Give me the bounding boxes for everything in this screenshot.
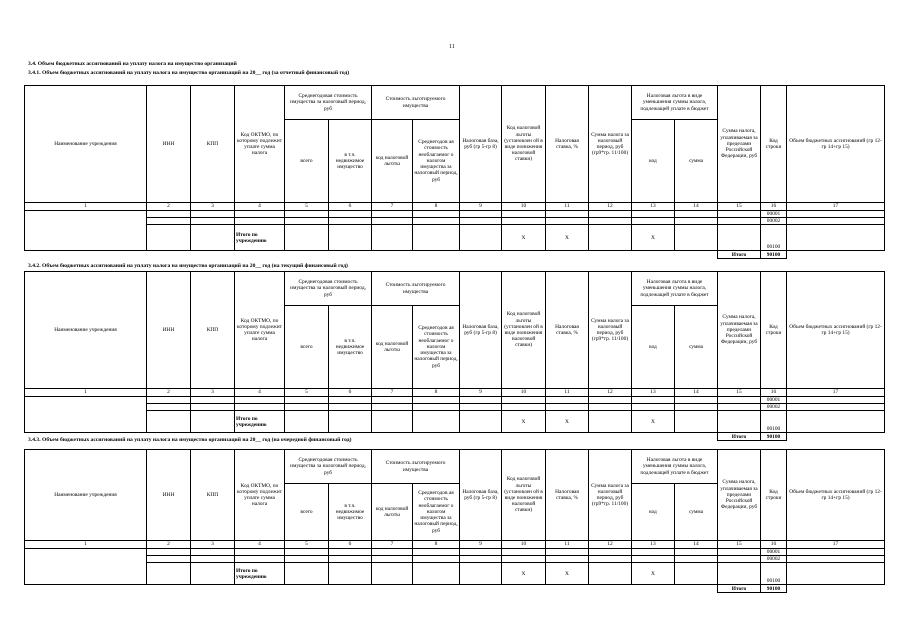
x-mark: X [502,411,546,433]
col-header-red-code: код [632,120,675,203]
data-cell[interactable] [718,563,761,585]
section-title-3: 3.4.3. Объем бюджетных ассигнований на уплату налога на имущество организаций на 20__ год (на очередной финансовый год) [28,437,352,443]
data-cell[interactable] [718,211,761,218]
col-header-avg-value: Среднегодовая стоимость имущества за налоговый период, руб [285,450,372,484]
data-cell[interactable] [632,397,675,404]
data-cell[interactable] [502,218,546,225]
col-header-volume: Объем бюджетных ассигнований (гр 12-гр 14+гр 15) [787,272,885,389]
col-header-oktmo: Код ОКТМО, по которому подлежит уплате сумма налога [235,86,285,203]
x-mark: X [546,225,589,251]
total-code: 00100 [761,563,787,585]
data-cell[interactable] [285,549,329,556]
col-header-name: Наименование учреждения [25,272,147,389]
column-number: 14 [675,389,718,397]
column-number: 8 [413,541,460,549]
data-cell[interactable] [675,397,718,404]
x-mark: X [632,563,675,585]
column-number: 11 [546,541,589,549]
grand-total-label: Итого [718,433,761,441]
column-number: 17 [787,389,885,397]
data-cell[interactable] [502,556,546,563]
data-cell[interactable] [787,397,885,404]
col-header-kpp: КПП [191,450,235,541]
col-header-avg-real: в т.ч. недвижимое имущество [329,484,372,541]
data-cell[interactable] [285,218,329,225]
grand-total-row [25,585,885,593]
x-mark: X [546,563,589,585]
col-header-oktmo: Код ОКТМО, по которому подлежит уплате сумма налога [235,450,285,541]
data-cell[interactable] [718,218,761,225]
data-cell[interactable] [718,397,761,404]
data-cell[interactable] [589,411,632,433]
col-header-red-sum: сумма [675,484,718,541]
data-cell[interactable] [191,556,235,563]
x-mark: X [502,563,546,585]
grand-total-row [25,251,885,259]
page-number: 11 [449,44,455,50]
data-cell[interactable] [589,549,632,556]
column-number: 3 [191,541,235,549]
data-cell[interactable] [285,404,329,411]
col-header-benefit-tax-code: Код налоговой льготы (установлен ой в виде понижения налоговой ставки) [502,272,546,389]
data-cell[interactable] [546,211,589,218]
row-code: 00001 [761,397,787,404]
data-cell[interactable] [718,225,761,251]
data-cell[interactable] [191,549,235,556]
column-number: 16 [761,389,787,397]
col-header-benefit-value: Стоимость льготируемого имущества [372,272,460,306]
data-cell[interactable] [675,225,718,251]
col-header-oktmo: Код ОКТМО, по которому подлежит уплате сумма налога [235,272,285,389]
total-label: Итого по учреждению [235,563,285,585]
total-label: Итого по учреждению [235,411,285,433]
row-code: 00001 [761,549,787,556]
data-cell[interactable] [718,411,761,433]
data-cell[interactable] [675,211,718,218]
table-row [25,218,885,225]
col-header-avg-value: Среднегодовая стоимость имущества за налоговый период, руб [285,272,372,306]
column-number: 10 [502,541,546,549]
column-number: 6 [329,541,372,549]
grand-total-label: Итого [718,585,761,593]
col-header-red-code: код [632,484,675,541]
data-cell[interactable] [235,549,285,556]
data-cell[interactable] [191,225,235,251]
column-number: 15 [718,389,761,397]
total-label: Итого по учреждению [235,225,285,251]
data-cell[interactable] [787,549,885,556]
column-number-row [25,389,885,397]
col-header-tax-sum: Сумма налога за налоговый период, руб (гр9*гр. 11/100) [589,450,632,541]
col-header-avg-total: всего [285,120,329,203]
data-cell[interactable] [502,404,546,411]
col-header-benefit-avg: Среднегодов ая стоимость необлагаемог о налогом имущества за налоговый период, руб [413,120,460,203]
column-number: 12 [589,541,632,549]
data-cell[interactable] [372,218,413,225]
total-code: 00100 [761,411,787,433]
col-header-row-code: Код строки [761,450,787,541]
data-cell[interactable] [191,397,235,404]
data-cell[interactable] [372,397,413,404]
data-cell[interactable] [191,218,235,225]
data-cell[interactable] [147,218,191,225]
column-number-row [25,541,885,549]
data-cell[interactable] [235,404,285,411]
data-cell[interactable] [632,556,675,563]
col-header-row-code: Код строки [761,86,787,203]
column-number: 13 [632,541,675,549]
col-header-benefit-code: код налоговой льготы [372,484,413,541]
col-header-tax-sum: Сумма налога за налоговый период, руб (гр9*гр. 11/100) [589,272,632,389]
col-header-benefit-avg: Среднегодов ая стоимость необлагаемог о налогом имущества за налоговый период, руб [413,306,460,389]
data-cell[interactable] [675,556,718,563]
data-cell[interactable] [589,404,632,411]
grand-total-code: 90100 [761,251,787,259]
data-cell[interactable] [329,556,372,563]
data-cell[interactable] [632,211,675,218]
column-number: 9 [460,389,502,397]
column-number: 1 [25,541,147,549]
column-number: 11 [546,389,589,397]
column-number: 1 [25,203,147,211]
col-header-avg-total: всего [285,484,329,541]
column-number: 4 [235,541,285,549]
data-cell[interactable] [460,549,502,556]
col-header-reduction: Налоговая льгота в виде уменьшения суммы налога, подлежащей уплате в бюджет [632,450,718,484]
column-number: 16 [761,203,787,211]
data-cell[interactable] [147,549,191,556]
data-cell[interactable] [147,211,191,218]
data-cell[interactable] [329,411,372,433]
data-cell[interactable] [632,404,675,411]
column-number: 4 [235,389,285,397]
column-number: 8 [413,389,460,397]
col-header-name: Наименование учреждения [25,86,147,203]
data-cell[interactable] [787,563,885,585]
data-cell[interactable] [787,404,885,411]
data-cell[interactable] [413,556,460,563]
data-cell[interactable] [285,211,329,218]
data-cell[interactable] [329,549,372,556]
data-cell[interactable] [285,397,329,404]
column-number: 9 [460,203,502,211]
data-cell[interactable] [285,563,329,585]
col-header-avg-real: в т.ч. недвижимое имущество [329,306,372,389]
data-cell[interactable] [632,549,675,556]
column-number: 15 [718,203,761,211]
col-header-benefit-value: Стоимость льготируемого имущества [372,450,460,484]
data-cell[interactable] [460,556,502,563]
column-number: 9 [460,541,502,549]
data-cell[interactable] [329,218,372,225]
col-header-tax-rate: Налоговая ставка, % [546,450,589,541]
column-number: 5 [285,203,329,211]
data-cell[interactable] [787,211,885,218]
col-header-tax-base: Налоговая база, руб (гр 5-гр 8) [460,86,502,203]
section-title-2: 3.4.2. Объем бюджетных ассигнований на уплату налога на имущество организаций на 20__ год (на текущий финансовый год) [28,263,348,269]
col-header-red-code: код [632,306,675,389]
table-row [25,211,885,218]
data-cell[interactable] [191,211,235,218]
x-mark: X [632,411,675,433]
col-header-paid-sum: Сумма налога, уплачиваемая за пределами Российской Федерации, руб [718,86,761,203]
total-row [25,225,885,251]
col-header-row-code: Код строки [761,272,787,389]
column-number: 12 [589,389,632,397]
col-header-kpp: КПП [191,86,235,203]
column-number: 6 [329,389,372,397]
data-cell[interactable] [675,218,718,225]
data-cell[interactable] [787,218,885,225]
data-cell[interactable] [285,225,329,251]
data-cell[interactable] [329,211,372,218]
data-cell[interactable] [413,411,460,433]
table-row [25,397,885,404]
data-cell[interactable] [235,211,285,218]
column-number: 1 [25,389,147,397]
data-cell[interactable] [632,218,675,225]
data-cell[interactable] [147,225,191,251]
column-number: 14 [675,203,718,211]
data-cell[interactable] [787,556,885,563]
data-cell[interactable] [147,404,191,411]
section-title: 3.4. Объем бюджетных ассигнований на уплату налога на имущество организаций [28,61,237,67]
data-cell[interactable] [460,211,502,218]
col-header-benefit-avg: Среднегодов ая стоимость необлагаемог о налогом имущества за налоговый период, руб [413,484,460,541]
data-cell[interactable] [502,397,546,404]
column-number: 6 [329,203,372,211]
data-cell[interactable] [460,404,502,411]
col-header-kpp: КПП [191,272,235,389]
institution-cell[interactable] [25,397,147,433]
data-cell[interactable] [787,225,885,251]
institution-cell[interactable] [25,549,147,585]
column-number: 8 [413,203,460,211]
col-header-inn: ИНН [147,450,191,541]
data-cell[interactable] [372,225,413,251]
column-number: 7 [372,541,413,549]
column-number: 11 [546,203,589,211]
column-number: 3 [191,389,235,397]
column-number: 2 [147,203,191,211]
data-cell[interactable] [502,211,546,218]
data-cell[interactable] [285,556,329,563]
data-cell[interactable] [191,404,235,411]
data-cell[interactable] [675,549,718,556]
data-cell[interactable] [372,411,413,433]
data-cell[interactable] [546,218,589,225]
col-header-tax-base: Налоговая база, руб (гр 5-гр 8) [460,272,502,389]
column-number-row [25,203,885,211]
data-cell[interactable] [589,556,632,563]
data-cell[interactable] [413,218,460,225]
row-code: 00002 [761,556,787,563]
row-code: 00002 [761,218,787,225]
data-cell[interactable] [285,411,329,433]
column-number: 2 [147,541,191,549]
grand-total-label: Итого [718,251,761,259]
data-cell[interactable] [460,411,502,433]
data-cell[interactable] [235,397,285,404]
x-mark: X [632,225,675,251]
table-row [25,404,885,411]
col-header-reduction: Налоговая льгота в виде уменьшения суммы налога, подлежащей уплате в бюджет [632,86,718,120]
data-cell[interactable] [718,404,761,411]
col-header-avg-total: всего [285,306,329,389]
data-cell[interactable] [546,556,589,563]
data-cell[interactable] [413,404,460,411]
column-number: 15 [718,541,761,549]
section-title-1: 3.4.1. Объем бюджетных ассигнований на уплату налога на имущество организаций на 20__ год (за отчетный финансовый год) [28,70,350,76]
col-header-benefit-code: код налоговой льготы [372,306,413,389]
data-cell[interactable] [147,397,191,404]
data-cell[interactable] [502,549,546,556]
column-number: 7 [372,389,413,397]
data-cell[interactable] [413,563,460,585]
data-cell[interactable] [589,397,632,404]
row-code: 00002 [761,404,787,411]
col-header-benefit-value: Стоимость льготируемого имущества [372,86,460,120]
data-cell[interactable] [589,225,632,251]
col-header-name: Наименование учреждения [25,450,147,541]
column-number: 3 [191,203,235,211]
data-cell[interactable] [589,218,632,225]
col-header-tax-sum: Сумма налога за налоговый период, руб (гр9*гр. 11/100) [589,86,632,203]
grand-total-code: 90100 [761,585,787,593]
data-cell[interactable] [460,563,502,585]
data-cell[interactable] [589,563,632,585]
data-cell[interactable] [413,225,460,251]
column-number: 10 [502,389,546,397]
data-cell[interactable] [372,549,413,556]
column-number: 17 [787,541,885,549]
data-cell[interactable] [675,411,718,433]
column-number: 13 [632,203,675,211]
x-mark: X [502,225,546,251]
data-cell[interactable] [372,211,413,218]
grand-total-code: 90100 [761,433,787,441]
data-cell[interactable] [718,556,761,563]
total-row [25,411,885,433]
col-header-benefit-tax-code: Код налоговой льготы (установлен ой в виде понижения налоговой ставки) [502,450,546,541]
col-header-red-sum: сумма [675,306,718,389]
data-cell[interactable] [718,549,761,556]
col-header-paid-sum: Сумма налога, уплачиваемая за пределами Российской Федерации, руб [718,450,761,541]
data-cell[interactable] [546,404,589,411]
col-header-avg-value: Среднегодовая стоимость имущества за налоговый период, руб [285,86,372,120]
data-cell[interactable] [329,397,372,404]
data-cell[interactable] [675,563,718,585]
data-cell[interactable] [787,411,885,433]
col-header-volume: Объем бюджетных ассигнований (гр 12-гр 14+гр 15) [787,450,885,541]
total-row [25,563,885,585]
data-cell[interactable] [372,563,413,585]
budget-table-current-year [24,271,885,441]
data-cell[interactable] [460,397,502,404]
column-number: 12 [589,203,632,211]
col-header-avg-real: в т.ч. недвижимое имущество [329,120,372,203]
col-header-inn: ИНН [147,272,191,389]
column-number: 5 [285,541,329,549]
col-header-volume: Объем бюджетных ассигнований (гр 12-гр 14+гр 15) [787,86,885,203]
data-cell[interactable] [191,411,235,433]
data-cell[interactable] [235,218,285,225]
row-code: 00001 [761,211,787,218]
col-header-tax-rate: Налоговая ставка, % [546,272,589,389]
column-number: 7 [372,203,413,211]
data-cell[interactable] [372,556,413,563]
column-number: 2 [147,389,191,397]
budget-table-next-year [24,449,885,593]
col-header-benefit-code: код налоговой льготы [372,120,413,203]
data-cell[interactable] [546,397,589,404]
data-cell[interactable] [413,211,460,218]
data-cell[interactable] [460,218,502,225]
column-number: 16 [761,541,787,549]
data-cell[interactable] [413,549,460,556]
data-cell[interactable] [589,211,632,218]
column-number: 4 [235,203,285,211]
col-header-inn: ИНН [147,86,191,203]
col-header-tax-rate: Налоговая ставка, % [546,86,589,203]
data-cell[interactable] [329,404,372,411]
data-cell[interactable] [460,225,502,251]
col-header-reduction: Налоговая льгота в виде уменьшения суммы налога, подлежащей уплате в бюджет [632,272,718,306]
data-cell[interactable] [372,404,413,411]
column-number: 10 [502,203,546,211]
data-cell[interactable] [191,563,235,585]
table-row [25,549,885,556]
institution-cell[interactable] [25,211,147,251]
data-cell[interactable] [675,404,718,411]
total-code: 00100 [761,225,787,251]
data-cell[interactable] [413,397,460,404]
table-row [25,556,885,563]
column-number: 17 [787,203,885,211]
column-number: 13 [632,389,675,397]
col-header-benefit-tax-code: Код налоговой льготы (установлен ой в виде понижения налоговой ставки) [502,86,546,203]
col-header-paid-sum: Сумма налога, уплачиваемая за пределами Российской Федерации, руб [718,272,761,389]
column-number: 14 [675,541,718,549]
data-cell[interactable] [147,563,191,585]
column-number: 5 [285,389,329,397]
x-mark: X [546,411,589,433]
col-header-red-sum: сумма [675,120,718,203]
data-cell[interactable] [329,563,372,585]
data-cell[interactable] [147,411,191,433]
data-cell[interactable] [329,225,372,251]
data-cell[interactable] [546,549,589,556]
data-cell[interactable] [235,556,285,563]
budget-table-reporting-year [24,85,885,259]
col-header-tax-base: Налоговая база, руб (гр 5-гр 8) [460,450,502,541]
data-cell[interactable] [147,556,191,563]
